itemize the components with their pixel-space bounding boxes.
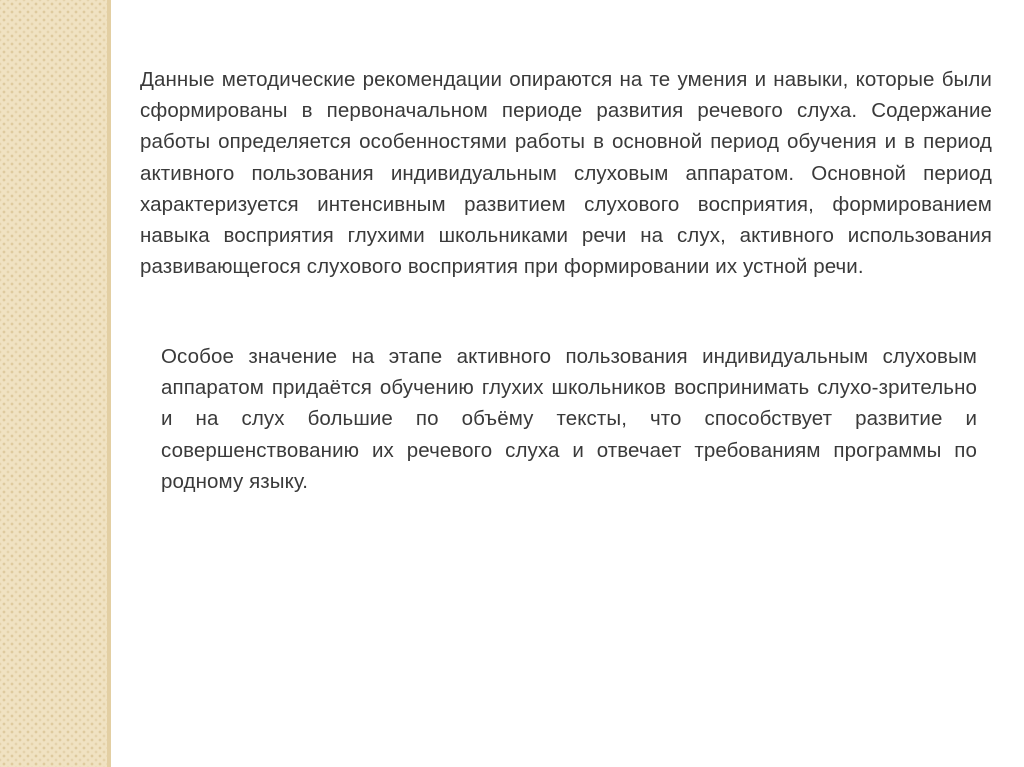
decorative-side-band (0, 0, 107, 767)
body-paragraph-1: Данные методические рекомендации опираются на те умения и навыки, которые были сформированы в первоначальном периоде развития речевого слуха. Содержание работы определяется особенностями работы в основной период обучения и в период активного пользования индивидуальным слуховым аппаратом. Основной период характеризуется интенсивным развитием слухового восприятия, формированием навыка восприятия глухими школьниками речи на слух, активного использования развивающегося слухового восприятия при формировании их устной речи. (140, 68, 992, 279)
side-divider-line (107, 0, 111, 767)
body-paragraph-2: Особое значение на этапе активного пользования индивидуальным слуховым аппаратом придаётся обучению глухих школьников воспринимать слухо-зрительно и на слух большие по объёму тексты, что способствует развитие и совершенствованию их речевого слуха и отвечает требованиям программы по родному языку. (161, 345, 977, 493)
